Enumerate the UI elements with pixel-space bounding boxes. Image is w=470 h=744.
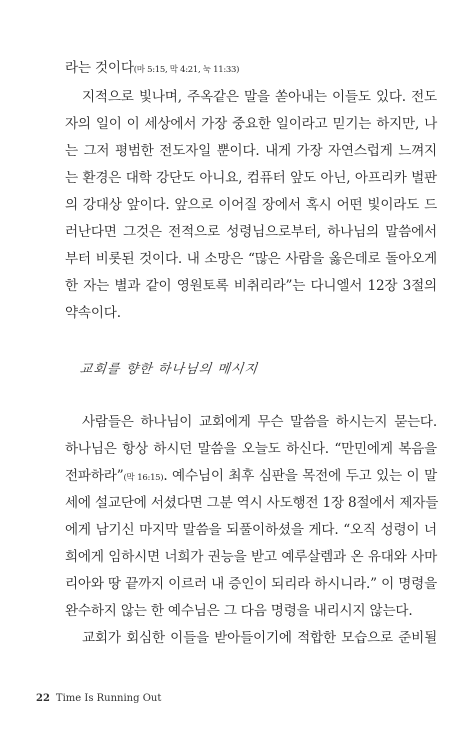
text-line: 는 그저 평범한 전도자일 뿐이다. 내게 가장 자연스럽게 느껴지 xyxy=(65,143,437,159)
text-line: 지적으로 빛나며, 주옥같은 말을 쏟아내는 이들도 있다. 전도 xyxy=(82,89,437,105)
text-line: 교회가 회심한 이들을 받아들이기에 적합한 모습으로 준비될 xyxy=(82,630,437,646)
text-line xyxy=(65,58,437,80)
section-heading: 교회를 향한 하나님의 메시지 xyxy=(79,362,259,377)
text-line: 는 환경은 대학 강단도 아니요, 컴퓨터 앞도 아닌, 아프리카 벌판 xyxy=(65,170,437,186)
text-line: 에게 남기신 마지막 말씀을 되풀이하셨을 게다. “오직 성령이 너 xyxy=(65,522,437,538)
page-number: 22 xyxy=(36,693,50,704)
text-line: 자의 일이 이 세상에서 가장 중요한 일이라고 믿기는 하지만, 나 xyxy=(65,116,437,132)
scripture-citation: (막 16:15) xyxy=(123,473,164,483)
text-line: 의 강대상 앞이다. 앞으로 이어질 장에서 혹시 어떤 빛이라도 드 xyxy=(65,197,437,213)
text-line: 한 자는 별과 같이 영원토록 비취리라”는 다니엘서 12장 3절의 xyxy=(65,278,437,294)
text-line: 부터 비롯된 것이다. 내 소망은 “많은 사람을 옳은데로 돌아오게 xyxy=(65,251,437,267)
text-line: 사람들은 하나님이 교회에게 무슨 말씀을 하시는지 묻는다. xyxy=(82,414,437,430)
scripture-citation: (마 5:15, 막 4:21, 눅 11:33) xyxy=(133,65,240,75)
text-span: 라는 것이다 xyxy=(65,60,134,76)
text-span: . 예수님이 최후 심판을 목전에 두고 있는 이 말 xyxy=(163,468,438,484)
text-line xyxy=(65,466,437,488)
running-title: Time Is Running Out xyxy=(55,693,162,704)
text-line: 완수하지 않는 한 예수님은 그 다음 명령을 내리시지 않는다. xyxy=(65,603,413,619)
page-footer xyxy=(36,693,161,704)
text-line: 희에게 임하시면 너희가 권능을 받고 예루살렘과 온 유대와 사마 xyxy=(65,549,437,565)
text-span: 전파하라” xyxy=(65,468,124,484)
text-line: 세에 설교단에 서셨다면 그분 역시 사도행전 1장 8절에서 제자들 xyxy=(65,495,439,511)
text-line: 하나님은 항상 하시던 말씀을 오늘도 하신다. “만민에게 복음을 xyxy=(65,441,437,457)
text-line: 약속이다. xyxy=(65,305,121,321)
text-line: 러난다면 그것은 전적으로 성령님으로부터, 하나님의 말씀에서 xyxy=(65,224,437,240)
text-line: 리아와 땅 끝까지 이르러 내 증인이 되리라 하시니라.” 이 명령을 xyxy=(65,576,437,592)
